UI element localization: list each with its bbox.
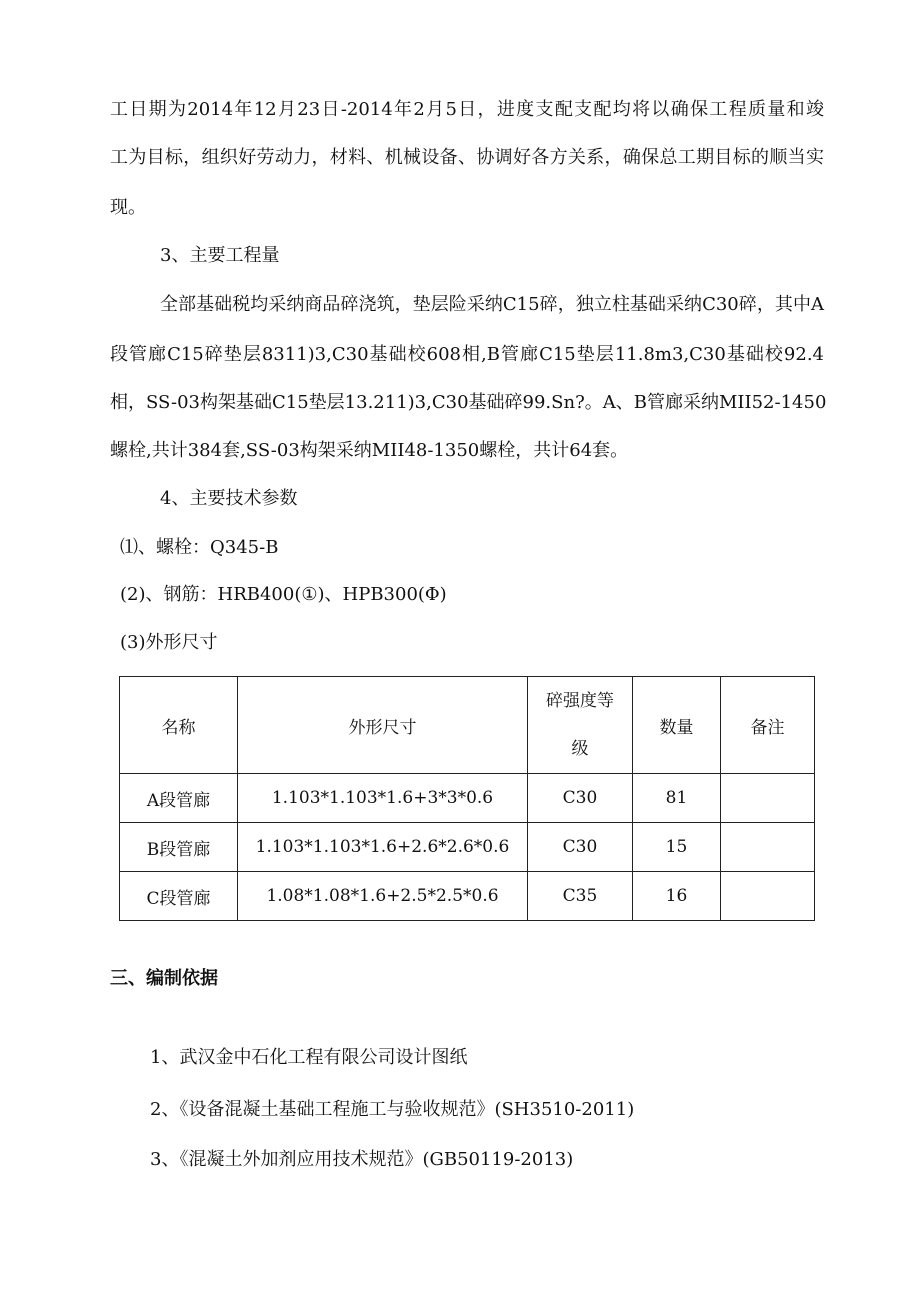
cell-grade: C30 xyxy=(528,823,633,872)
cell-quantity: 15 xyxy=(633,823,721,872)
cell-note xyxy=(721,872,815,921)
chapter-heading: 三、编制依据 xyxy=(110,968,218,989)
header-strength-line2: 级 xyxy=(571,739,589,759)
header-name: 名称 xyxy=(120,677,238,774)
cell-note xyxy=(721,774,815,823)
cell-grade: C30 xyxy=(528,774,633,823)
cell-name: A段管廊 xyxy=(120,774,238,823)
cell-size: 1.08*1.08*1.6+2.5*2.5*0.6 xyxy=(238,872,528,921)
cell-grade: C35 xyxy=(528,872,633,921)
dimension-table xyxy=(119,676,815,921)
section-heading: 4、主要技术参数 xyxy=(160,488,298,509)
paragraph-line: 螺栓,共计384套,SS-03构架采纳MII48-1350螺栓，共计64套。 xyxy=(110,440,629,461)
header-strength xyxy=(528,677,633,774)
cell-name: B段管廊 xyxy=(120,823,238,872)
cell-size: 1.103*1.103*1.6+2.6*2.6*0.6 xyxy=(238,823,528,872)
section-heading: 3、主要工程量 xyxy=(160,245,280,266)
paragraph-line: 工为目标，组织好劳动力，材料、机械设备、协调好各方关系，确保总工期目标的顺当实 xyxy=(110,147,824,168)
header-note: 备注 xyxy=(721,677,815,774)
basis-item: 3、《混凝土外加剂应用技术规范》(GB50119-2013) xyxy=(150,1149,574,1170)
header-strength-line1: 碎强度等 xyxy=(546,691,614,711)
paragraph-line: 相，SS-03构架基础C15垫层13.211)3,C30基础碎99.Sn?。A、B管廊采纳MII52-1450 xyxy=(110,392,827,413)
paragraph-line: 现。 xyxy=(110,197,146,218)
param-item: (2)、钢筋：HRB400(①)、HPB300(Φ) xyxy=(120,584,447,605)
header-size: 外形尺寸 xyxy=(238,677,528,774)
cell-quantity: 16 xyxy=(633,872,721,921)
param-item: ⑴、螺栓：Q345-B xyxy=(120,537,279,558)
paragraph-line: 工日期为2014年12月23日-2014年2月5日，进度支配支配均将以确保工程质量和竣 xyxy=(110,99,824,120)
cell-quantity: 81 xyxy=(633,774,721,823)
table-row xyxy=(120,823,815,872)
cell-size: 1.103*1.103*1.6+3*3*0.6 xyxy=(238,774,528,823)
cell-name: C段管廊 xyxy=(120,872,238,921)
header-quantity: 数量 xyxy=(633,677,721,774)
table-row xyxy=(120,872,815,921)
basis-item: 2、《设备混凝土基础工程施工与验收规范》(SH3510-2011) xyxy=(150,1099,635,1120)
param-item: (3)外形尺寸 xyxy=(120,632,218,653)
paragraph-line: 段管廊C15碎垫层8311)3,C30基础校608相,B管廊C15垫层11.8m3,C30基础校92.4 xyxy=(110,344,824,365)
basis-item: 1、武汉金中石化工程有限公司设计图纸 xyxy=(150,1047,468,1068)
table-header-row xyxy=(120,677,815,774)
paragraph-line: 全部基础税均采纳商品碎浇筑，垫层险采纳C15碎，独立柱基础采纳C30碎，其中A xyxy=(160,294,824,315)
cell-note xyxy=(721,823,815,872)
table-row xyxy=(120,774,815,823)
